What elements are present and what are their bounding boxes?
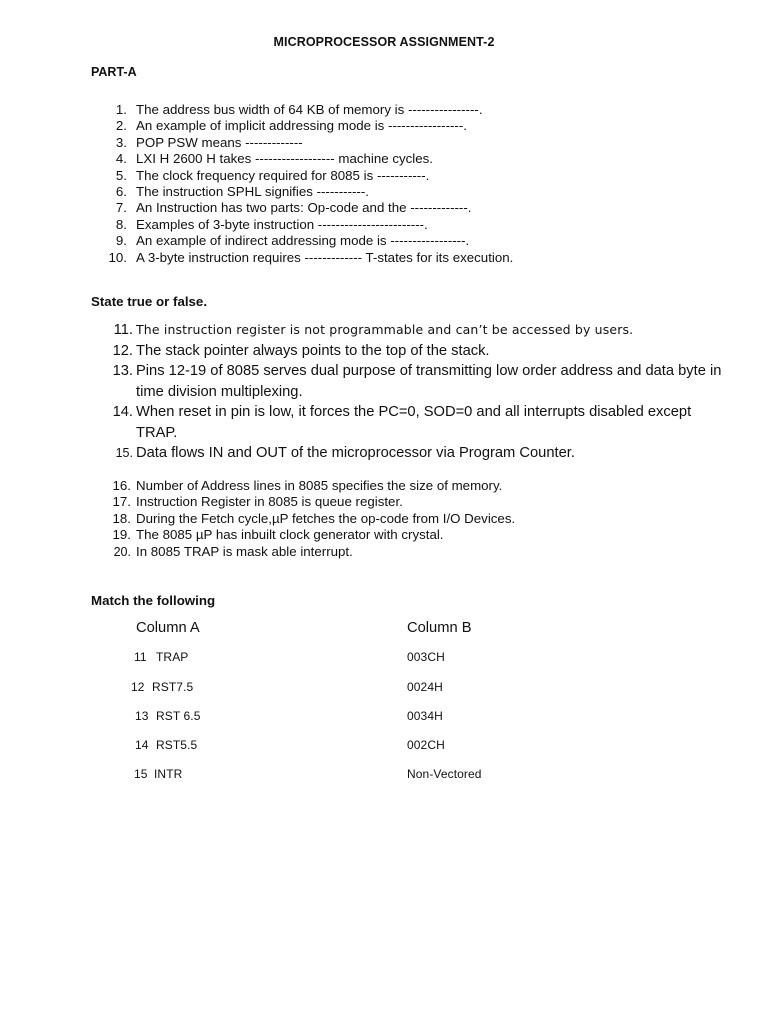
item-number: 15.	[115, 446, 133, 460]
item-text: Pins 12-19 of 8085 serves dual purpose of transmitting low order address and data byte in time division multiplexing.	[136, 363, 722, 400]
item-number: 4.	[115, 151, 127, 167]
item-number: 6.	[115, 183, 127, 199]
item-text: Number of Address lines in 8085 specifies the size of memory.	[136, 478, 503, 493]
item-text: Examples of 3-byte instruction ------------------------.	[136, 216, 428, 232]
item-text: When reset in pin is low, it forces the PC=0, SOD=0 and all interrupts disabled except TRAP.	[136, 404, 692, 441]
list-item	[0, 361, 736, 402]
match-column-b-value: Non-Vectored	[407, 767, 482, 781]
item-text: An example of indirect addressing mode is -----------------.	[136, 233, 470, 249]
item-number: 7.	[115, 200, 127, 216]
item-text: During the Fetch cycle,µP fetches the op-code from I/O Devices.	[136, 510, 516, 526]
match-column-b-value: 0034H	[407, 709, 443, 723]
item-number: 9.	[115, 233, 127, 249]
item-number: 18.	[112, 510, 131, 526]
item-number: 8.	[115, 216, 127, 232]
item-number: 20.	[113, 544, 131, 559]
match-row-number: 13	[135, 709, 149, 723]
match-column-a-value: RST 6.5	[156, 709, 201, 723]
item-text: LXI H 2600 H takes ------------------ machine cycles.	[136, 151, 433, 167]
item-number: 5.	[115, 167, 127, 183]
item-text: The instruction register is not programmable and can’t be accessed by users.	[136, 322, 634, 337]
item-text: A 3-byte instruction requires ------------- T-states for its execution.	[136, 249, 514, 265]
true-false-list-large	[0, 320, 736, 464]
match-row-number: 12	[131, 680, 145, 694]
match-row-number: 14	[135, 738, 149, 752]
item-text: POP PSW means -------------	[136, 134, 303, 150]
item-text: Instruction Register in 8085 is queue register.	[136, 494, 403, 510]
list-item	[0, 320, 736, 341]
item-text: The instruction SPHL signifies -----------.	[136, 183, 369, 199]
match-row-number: 11	[134, 650, 147, 664]
list-item	[0, 402, 736, 443]
item-number: 11.	[113, 322, 133, 338]
item-text: The clock frequency required for 8085 is -----------.	[136, 167, 430, 183]
item-text: An Instruction has two parts: Op-code and the -------------.	[136, 200, 472, 216]
match-column-a-value: TRAP	[156, 650, 189, 664]
part-label: PART-A	[91, 65, 137, 79]
match-column-b-value: 002CH	[407, 738, 445, 752]
item-text: The address bus width of 64 KB of memory is ----------------.	[136, 102, 483, 117]
item-text: The stack pointer always points to the top of the stack.	[136, 342, 490, 359]
item-number: 1.	[115, 102, 127, 117]
item-number: 10.	[108, 249, 127, 265]
match-column-a-value: RST7.5	[152, 680, 194, 694]
item-text: An example of implicit addressing mode is -----------------.	[136, 118, 467, 134]
match-column-a-value: RST5.5	[156, 738, 198, 752]
match-heading: Match the following	[91, 593, 216, 608]
item-text: The 8085 µP has inbuilt clock generator with crystal.	[136, 527, 444, 543]
column-a-header: Column A	[136, 620, 200, 636]
column-b-header: Column B	[407, 620, 472, 636]
match-column-a-value: INTR	[154, 767, 183, 781]
item-text: Data flows IN and OUT of the microprocessor via Program Counter.	[136, 445, 575, 461]
item-number: 16.	[112, 478, 131, 493]
item-number: 2.	[115, 118, 127, 134]
list-item	[0, 341, 736, 362]
item-number: 19.	[112, 527, 131, 543]
item-number: 12.	[112, 342, 133, 359]
document-title: MICROPROCESSOR ASSIGNMENT-2	[273, 35, 495, 49]
item-number: 17.	[112, 494, 131, 510]
item-text: In 8085 TRAP is mask able interrupt.	[136, 543, 353, 559]
match-row-number: 15	[134, 767, 148, 781]
match-column-b-value: 0024H	[407, 680, 443, 694]
list-item	[0, 443, 736, 464]
item-number: 13.	[112, 363, 133, 379]
item-number: 3.	[115, 134, 127, 150]
true-false-heading: State true or false.	[91, 294, 208, 309]
match-column-b-value: 003CH	[407, 650, 445, 664]
item-number: 14.	[112, 404, 133, 420]
